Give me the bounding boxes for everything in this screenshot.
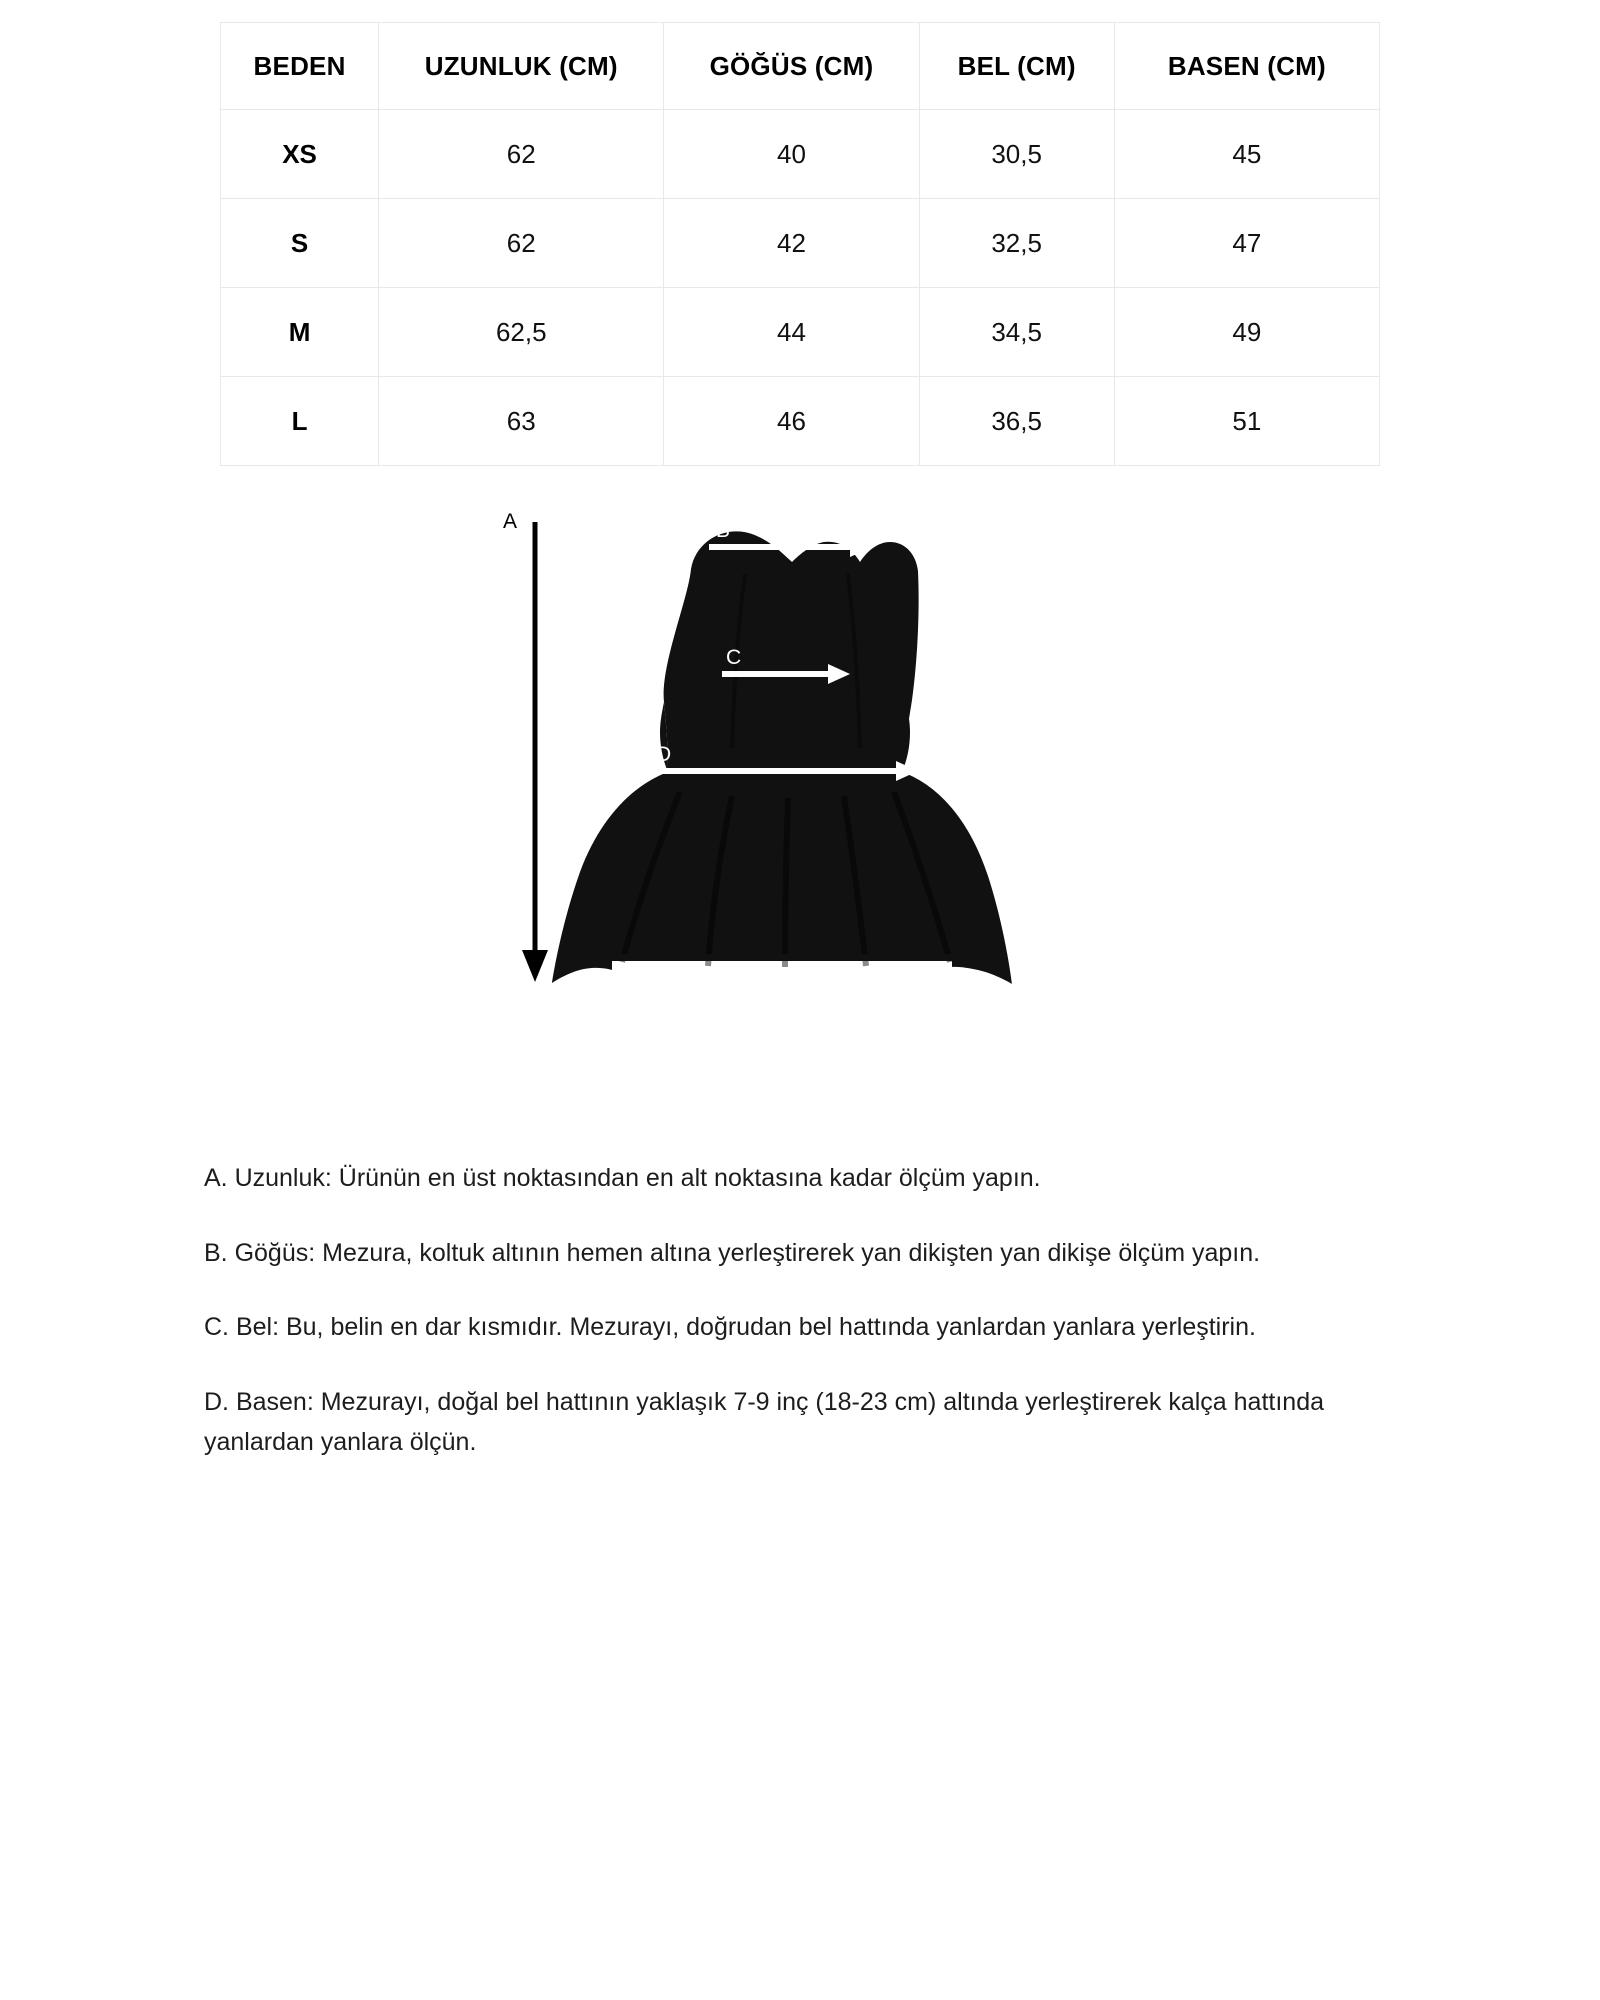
cell-gogus: 44 bbox=[664, 288, 919, 377]
cell-bel: 34,5 bbox=[919, 288, 1114, 377]
size-table-container bbox=[160, 0, 1440, 466]
cell-bel: 36,5 bbox=[919, 377, 1114, 466]
length-arrow-a bbox=[522, 522, 548, 982]
cell-uzunluk: 62 bbox=[379, 110, 664, 199]
cell-gogus: 42 bbox=[664, 199, 919, 288]
column-header-basen: BASEN (CM) bbox=[1114, 23, 1379, 110]
measurement-instructions bbox=[160, 1094, 1440, 1503]
size-guide-page bbox=[160, 0, 1440, 1503]
table-row bbox=[221, 288, 1380, 377]
size-chart-table bbox=[220, 22, 1380, 466]
cell-gogus: 40 bbox=[664, 110, 919, 199]
table-body bbox=[221, 110, 1380, 466]
label-a: A bbox=[502, 510, 517, 533]
cell-uzunluk: 63 bbox=[379, 377, 664, 466]
table-row bbox=[221, 377, 1380, 466]
cell-gogus: 46 bbox=[664, 377, 919, 466]
cell-bel: 32,5 bbox=[919, 199, 1114, 288]
cell-beden: XS bbox=[221, 110, 379, 199]
column-header-bel: BEL (CM) bbox=[919, 23, 1114, 110]
column-header-uzunluk: UZUNLUK (CM) bbox=[379, 23, 664, 110]
cell-basen: 47 bbox=[1114, 199, 1379, 288]
cell-basen: 49 bbox=[1114, 288, 1379, 377]
cell-bel: 30,5 bbox=[919, 110, 1114, 199]
instruction-b: B. Göğüs: Mezura, koltuk altının hemen altına yerleştirerek yan dikişten yan dikişe ölçüm yapın. bbox=[204, 1238, 1261, 1267]
table-row bbox=[221, 199, 1380, 288]
label-d: D bbox=[656, 743, 672, 766]
measurement-diagram bbox=[160, 504, 1440, 1094]
cell-basen: 51 bbox=[1114, 377, 1379, 466]
instruction-c: C. Bel: Bu, belin en dar kısmıdır. Mezurayı, doğrudan bel hattında yanlardan yanlara yerleştirin. bbox=[204, 1313, 1256, 1341]
cell-basen: 45 bbox=[1114, 110, 1379, 199]
dress-silhouette bbox=[552, 531, 1012, 984]
table-header bbox=[221, 23, 1380, 110]
column-header-beden: BEDEN bbox=[221, 23, 379, 110]
cell-beden: S bbox=[221, 199, 379, 288]
cell-uzunluk: 62 bbox=[379, 199, 664, 288]
cell-beden: L bbox=[221, 377, 379, 466]
label-b: B bbox=[716, 519, 731, 542]
table-header-row bbox=[221, 23, 1380, 110]
table-row bbox=[221, 110, 1380, 199]
column-header-gogus: GÖĞÜS (CM) bbox=[664, 23, 919, 110]
cell-uzunluk: 62,5 bbox=[379, 288, 664, 377]
instruction-d: D. Basen: Mezurayı, doğal bel hattının yaklaşık 7-9 inç (18-23 cm) altında yerleştirerek kalça hattında yanlardan yanlara ölçün. bbox=[204, 1387, 1324, 1456]
cell-beden: M bbox=[221, 288, 379, 377]
label-c: C bbox=[726, 646, 742, 669]
instruction-a: A. Uzunluk: Ürünün en üst noktasından en alt noktasına kadar ölçüm yapın. bbox=[204, 1164, 1041, 1192]
